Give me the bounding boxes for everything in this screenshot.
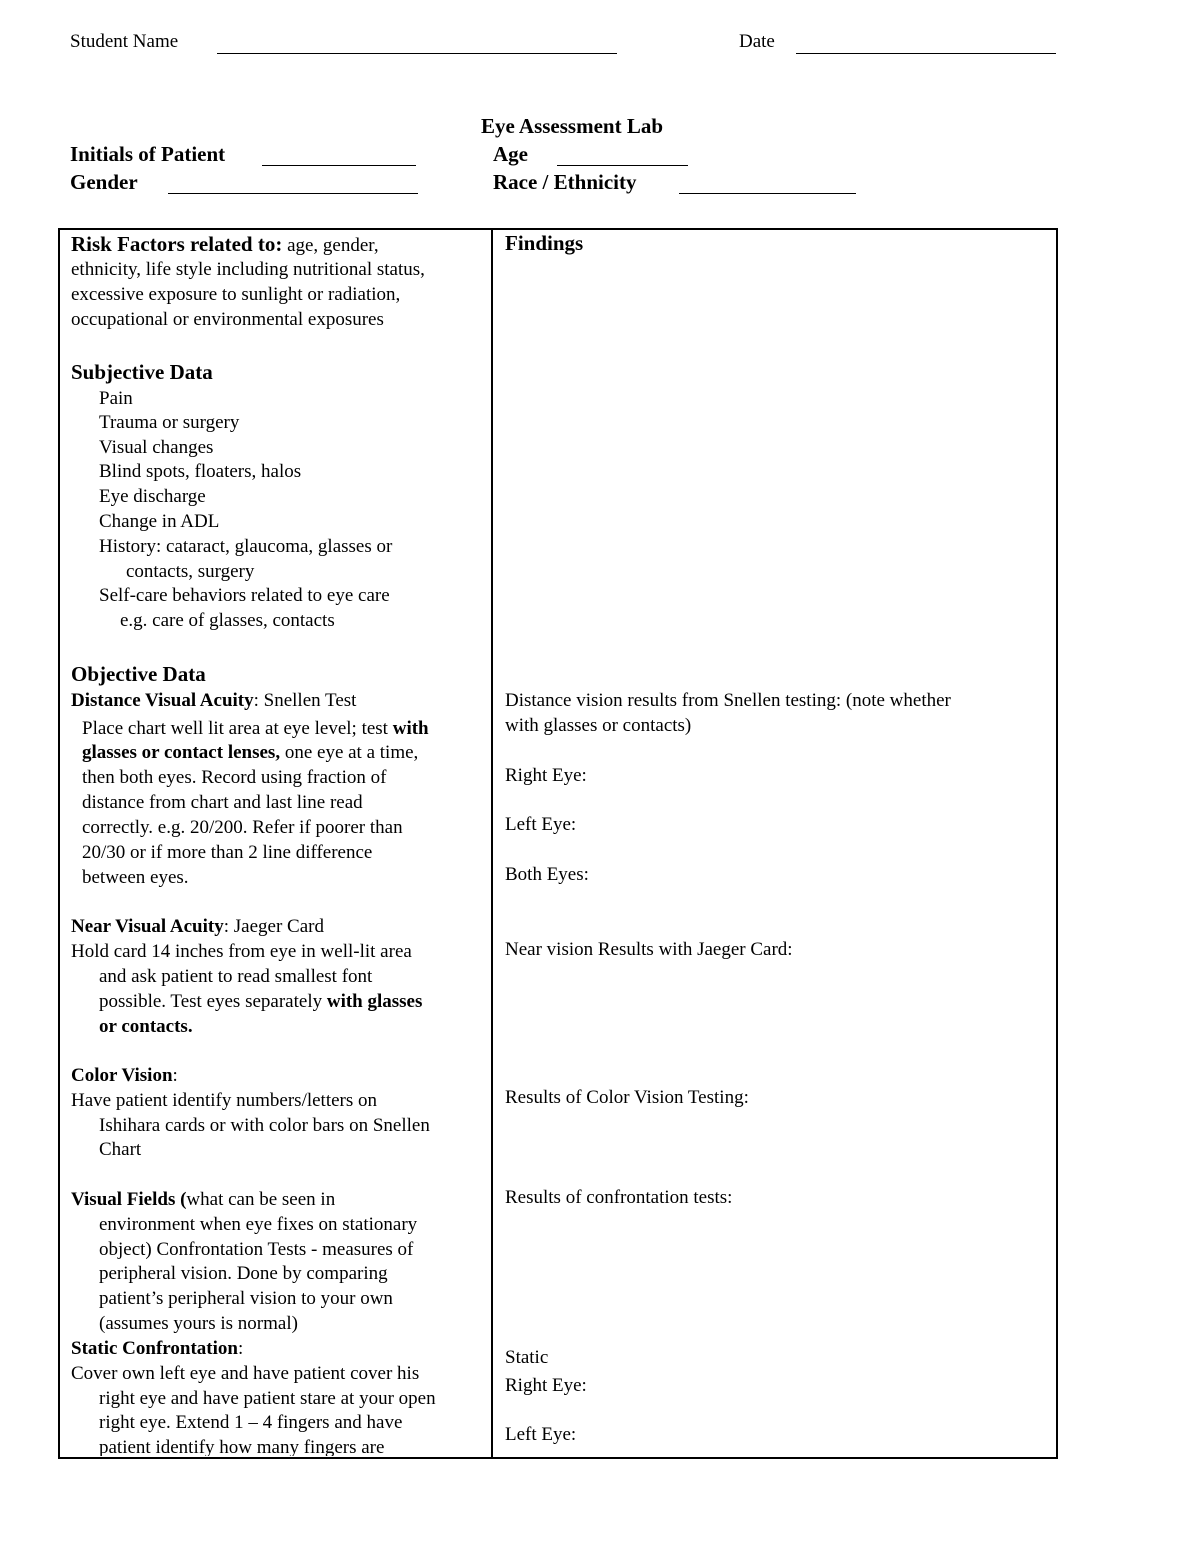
both-eyes-result[interactable]: Both Eyes: <box>505 864 589 885</box>
subjective-item: Eye discharge <box>99 486 206 507</box>
color-vision-text: Have patient identify numbers/letters on <box>71 1090 378 1111</box>
subjective-item: Self-care behaviors related to eye care <box>99 585 390 606</box>
static-confrontation-text: right eye and have patient stare at your open <box>99 1388 436 1409</box>
findings-heading: Findings <box>505 231 584 255</box>
color-vision-suffix: : <box>172 1065 178 1086</box>
near-acuity-text <box>99 990 422 1014</box>
student-name-label: Student Name <box>70 31 179 52</box>
subjective-heading: Subjective Data <box>71 360 213 384</box>
color-vision-text: Chart <box>99 1139 142 1160</box>
risk-factors-line-1 <box>71 232 379 258</box>
subjective-item: History: cataract, glaucoma, glasses or <box>99 536 393 557</box>
race-label: Race / Ethnicity <box>493 170 637 194</box>
color-vision-heading: Color Vision <box>71 1065 173 1086</box>
static-confrontation-suffix: : <box>237 1338 244 1359</box>
right-eye-result[interactable]: Right Eye: <box>505 765 587 786</box>
distance-results-label: Distance vision results from Snellen testing: (note whether <box>505 690 951 711</box>
subjective-item: Change in ADL <box>99 511 220 532</box>
near-acuity-text-part: possible. Test eyes separately <box>99 991 327 1012</box>
near-acuity-line <box>71 915 324 939</box>
visual-fields-text: patient’s peripheral vision to your own <box>99 1288 393 1309</box>
visual-fields-heading: Visual Fields ( <box>71 1189 187 1210</box>
initials-label: Initials of Patient <box>70 142 226 166</box>
distance-acuity-text <box>82 741 418 765</box>
visual-fields-text: peripheral vision. Done by comparing <box>99 1263 388 1284</box>
distance-acuity-text-bold: glasses or contact lenses, <box>82 742 281 763</box>
static-right-eye-result[interactable]: Right Eye: <box>505 1375 587 1396</box>
age-field[interactable] <box>557 165 688 166</box>
column-divider <box>491 228 493 1459</box>
distance-acuity-text: correctly. e.g. 20/200. Refer if poorer than <box>82 817 403 838</box>
near-acuity-text-bold: with glasses <box>326 991 423 1012</box>
subjective-item: Blind spots, floaters, halos <box>99 461 302 482</box>
distance-acuity-text: then both eyes. Record using fraction of <box>82 767 387 788</box>
gender-label: Gender <box>70 170 138 194</box>
risk-factors-line-4: occupational or environmental exposures <box>71 309 384 330</box>
subjective-item: e.g. care of glasses, contacts <box>120 610 335 631</box>
subjective-item: Visual changes <box>99 437 214 458</box>
distance-results-label-cont: with glasses or contacts) <box>505 715 692 736</box>
subjective-item: contacts, surgery <box>126 561 255 582</box>
color-vision-result[interactable]: Results of Color Vision Testing: <box>505 1087 749 1108</box>
risk-factors-heading: Risk Factors related to: <box>71 232 283 256</box>
near-vision-result[interactable]: Near vision Results with Jaeger Card: <box>505 939 793 960</box>
color-vision-text: Ishihara cards or with color bars on Snellen <box>99 1115 430 1136</box>
age-label: Age <box>493 142 528 166</box>
gender-field[interactable] <box>168 193 418 194</box>
distance-acuity-suffix: : Snellen Test <box>253 690 357 711</box>
visual-fields-text: environment when eye fixes on stationary <box>99 1214 418 1235</box>
near-acuity-text: and ask patient to read smallest font <box>99 966 373 987</box>
distance-acuity-text-part: one eye at a time, <box>280 742 419 763</box>
distance-acuity-text: between eyes. <box>82 867 189 888</box>
distance-acuity-text-bold: with <box>392 718 429 739</box>
static-left-eye-result[interactable]: Left Eye: <box>505 1424 577 1445</box>
distance-acuity-heading: Distance Visual Acuity <box>71 690 254 711</box>
distance-acuity-text: distance from chart and last line read <box>82 792 363 813</box>
distance-acuity-text: 20/30 or if more than 2 line difference <box>82 842 373 863</box>
static-confrontation-heading: Static Confrontation <box>71 1338 238 1359</box>
date-label: Date <box>739 31 775 52</box>
page-title: Eye Assessment Lab <box>481 114 664 138</box>
left-eye-result[interactable]: Left Eye: <box>505 814 577 835</box>
objective-heading: Objective Data <box>71 662 206 686</box>
static-label: Static <box>505 1347 549 1368</box>
near-acuity-suffix: : Jaeger Card <box>223 916 324 937</box>
visual-fields-text: object) Confrontation Tests - measures of <box>99 1239 414 1260</box>
left-column <box>71 230 487 1456</box>
risk-factors-line-3: excessive exposure to sunlight or radiation, <box>71 284 401 305</box>
risk-factors-text: age, gender, <box>282 235 379 256</box>
risk-factors-line-2: ethnicity, life style including nutritional status, <box>71 259 425 280</box>
static-confrontation-text: patient identify how many fingers are <box>99 1437 385 1456</box>
subjective-item: Pain <box>99 388 133 409</box>
near-acuity-heading: Near Visual Acuity <box>71 916 224 937</box>
distance-acuity-text-part: Place chart well lit area at eye level; test <box>82 718 393 739</box>
static-confrontation-line <box>71 1337 243 1361</box>
race-field[interactable] <box>679 193 856 194</box>
date-field[interactable] <box>796 53 1056 54</box>
near-acuity-text: or contacts. <box>99 1016 193 1037</box>
near-acuity-text: Hold card 14 inches from eye in well-lit area <box>71 941 412 962</box>
visual-fields-text: (assumes yours is normal) <box>99 1313 298 1334</box>
visual-fields-text-part: what can be seen in <box>186 1189 336 1210</box>
static-confrontation-text: Cover own left eye and have patient cover his <box>71 1363 420 1384</box>
subjective-item: Trauma or surgery <box>99 412 240 433</box>
distance-acuity-line <box>71 689 356 713</box>
visual-fields-line <box>71 1188 335 1212</box>
distance-acuity-text <box>82 717 429 741</box>
static-confrontation-text: right eye. Extend 1 – 4 fingers and have <box>99 1412 403 1433</box>
initials-field[interactable] <box>262 165 416 166</box>
confrontation-result[interactable]: Results of confrontation tests: <box>505 1187 733 1208</box>
student-name-field[interactable] <box>217 53 617 54</box>
color-vision-line <box>71 1064 178 1088</box>
